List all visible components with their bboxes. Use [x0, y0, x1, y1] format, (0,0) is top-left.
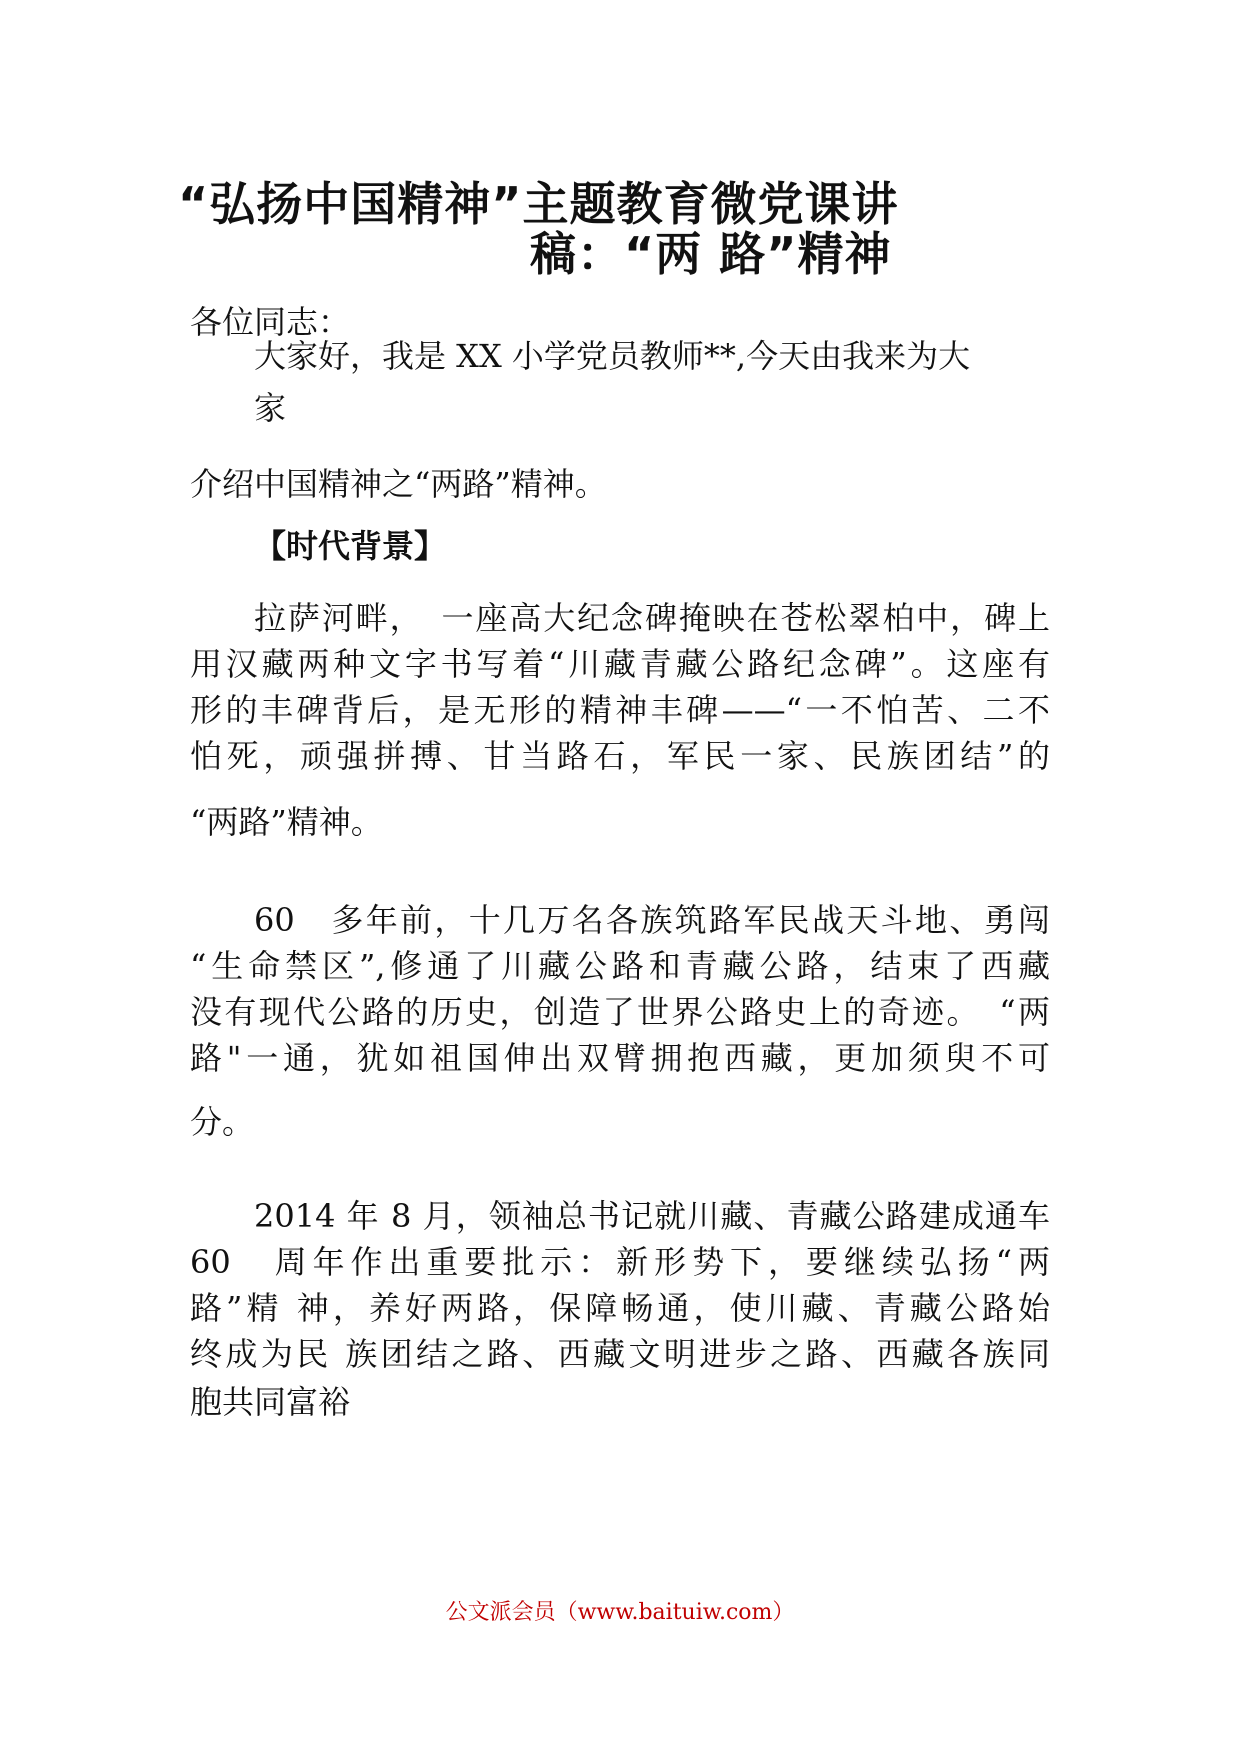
paragraph-2-line-3: 没有现代公路的历史，创造了世界公路史上的奇迹。 “两 [190, 993, 1050, 1031]
intro-line-2: 家 [254, 389, 287, 427]
paragraph-1-line-5: “两路”精神。 [190, 803, 383, 841]
paragraph-1-line-1: 拉萨河畔， 一座高大纪念碑掩映在苍松翠柏中，碑上 [254, 599, 1050, 637]
document-title-line-1: “弘扬中国精神”主题教育微党课讲 [178, 177, 899, 231]
intro-line-3: 介绍中国精神之“两路”精神。 [190, 465, 607, 503]
paragraph-1-line-4: 怕死，顽强拼搏、甘当路石，军民一家、民族团结”的 [190, 737, 1050, 775]
salutation: 各位同志： [190, 303, 351, 341]
intro-line-1: 大家好，我是 XX 小学党员教师**,今天由我来为大 [254, 337, 971, 375]
paragraph-3-line-4: 终成为民 族团结之路、西藏文明进步之路、西藏各族同 [190, 1335, 1050, 1373]
paragraph-3-line-5: 胞共同富裕 [190, 1383, 351, 1421]
section-heading: 【时代背景】 [254, 527, 447, 565]
paragraph-2-line-4: 路"一通，犹如祖国伸出双臂拥抱西藏，更加须臾不可 [190, 1039, 1050, 1077]
paragraph-3-line-3: 路”精 神，养好两路，保障畅通，使川藏、青藏公路始 [190, 1289, 1050, 1327]
footer-watermark: 公文派会员（www.baituiw.com） [445, 1600, 795, 1625]
paragraph-2-line-5: 分。 [190, 1103, 255, 1141]
paragraph-2-line-1: 60 多年前，十几万名各族筑路军民战天斗地、勇闯 [254, 901, 1050, 939]
document-title-line-2: 稿：“两 路”精神 [530, 227, 892, 281]
paragraph-1-line-2: 用汉藏两种文字书写着“川藏青藏公路纪念碑”。这座有 [190, 645, 1050, 683]
paragraph-3-line-1: 2014 年 8 月，领袖总书记就川藏、青藏公路建成通车 [254, 1197, 1050, 1235]
paragraph-2-line-2: “生命禁区”,修通了川藏公路和青藏公路，结束了西藏 [190, 947, 1050, 985]
paragraph-1-line-3: 形的丰碑背后，是无形的精神丰碑——“一不怕苦、二不 [190, 691, 1050, 729]
paragraph-3-line-2: 60 周年作出重要批示：新形势下，要继续弘扬“两 [190, 1243, 1050, 1281]
